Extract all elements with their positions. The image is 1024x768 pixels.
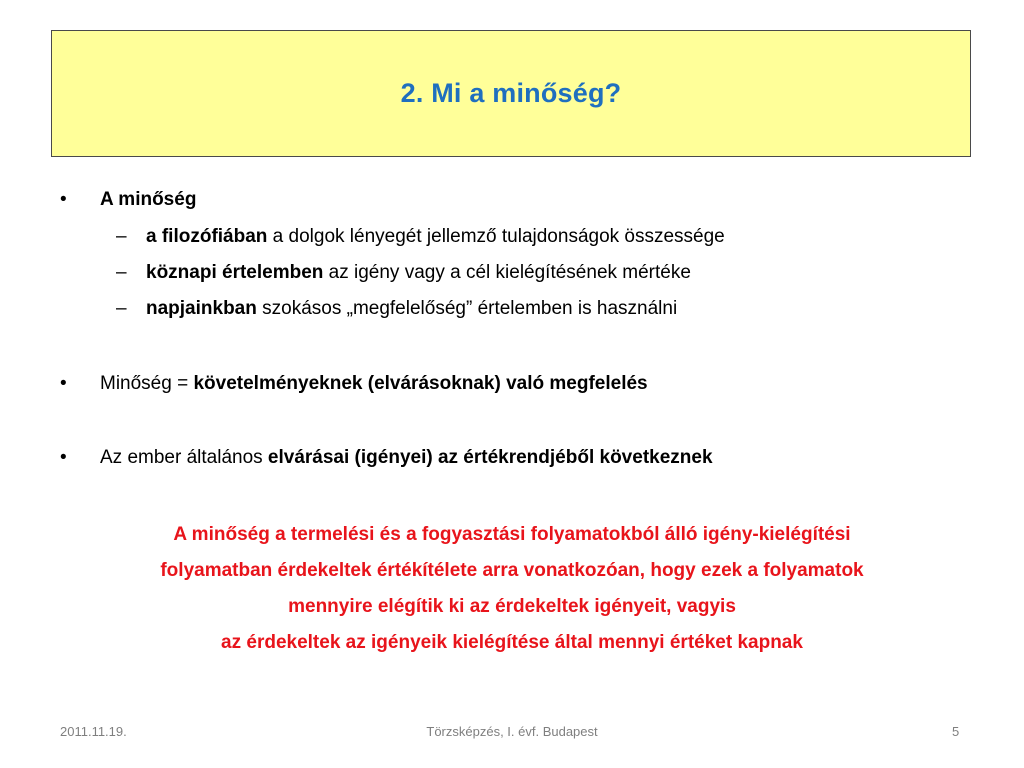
bullet-text	[100, 188, 196, 212]
sub-bullet-text	[146, 225, 725, 249]
definition-line: mennyire elégítik ki az érdekeltek igényeit, vagyis	[288, 596, 736, 617]
bullet-text	[100, 446, 713, 470]
bullet-bold: A minőség	[100, 189, 197, 210]
bullet-bold: elvárásai (igényei) az értékrendjéből következnek	[267, 447, 713, 468]
sub-bullet-dash: –	[116, 298, 127, 319]
sub-bullet-rest: a dolgok lényegét jellemző tulajdonságok összessége	[267, 226, 725, 247]
footer-center: Törzsképzés, I. évf. Budapest	[426, 724, 598, 739]
sub-bullet-bold: köznapi értelemben	[146, 262, 324, 283]
definition-line: A minőség a termelési és a fogyasztási folyamatokból álló igény-kielégítési	[173, 524, 851, 545]
definition-block	[40, 517, 984, 661]
sub-bullet-rest: az igény vagy a cél kielégítésének mértéke	[323, 262, 691, 283]
sub-bullet-rest: szokásos „megfelelőség” értelemben is használni	[256, 298, 678, 319]
sub-bullet-text	[146, 297, 677, 321]
footer-date: 2011.11.19.	[60, 724, 127, 739]
bullet-dot: •	[60, 373, 67, 394]
slide-title: 2. Mi a minőség?	[400, 78, 622, 108]
sub-bullet-dash: –	[116, 262, 127, 283]
title-box	[51, 30, 971, 157]
bullet-text	[100, 372, 648, 396]
sub-bullet-dash: –	[116, 226, 127, 247]
bullet-plain: Az ember általános	[100, 447, 268, 468]
sub-bullet-text	[146, 261, 691, 285]
bullet-dot: •	[60, 447, 67, 468]
definition-line: folyamatban érdekeltek értékítélete arra vonatkozóan, hogy ezek a folyamatok	[160, 560, 864, 581]
bullet-bold: követelményeknek (elvárásoknak) való megfelelés	[193, 373, 648, 394]
bullet-plain: Minőség =	[100, 373, 194, 394]
definition-line: az érdekeltek az igényeik kielégítése által mennyi értéket kapnak	[221, 632, 803, 653]
sub-bullet-bold: napjainkban	[146, 298, 257, 319]
bullet-dot: •	[60, 189, 67, 210]
sub-bullet-bold: a filozófiában	[146, 226, 268, 247]
footer-page-number: 5	[952, 724, 960, 739]
